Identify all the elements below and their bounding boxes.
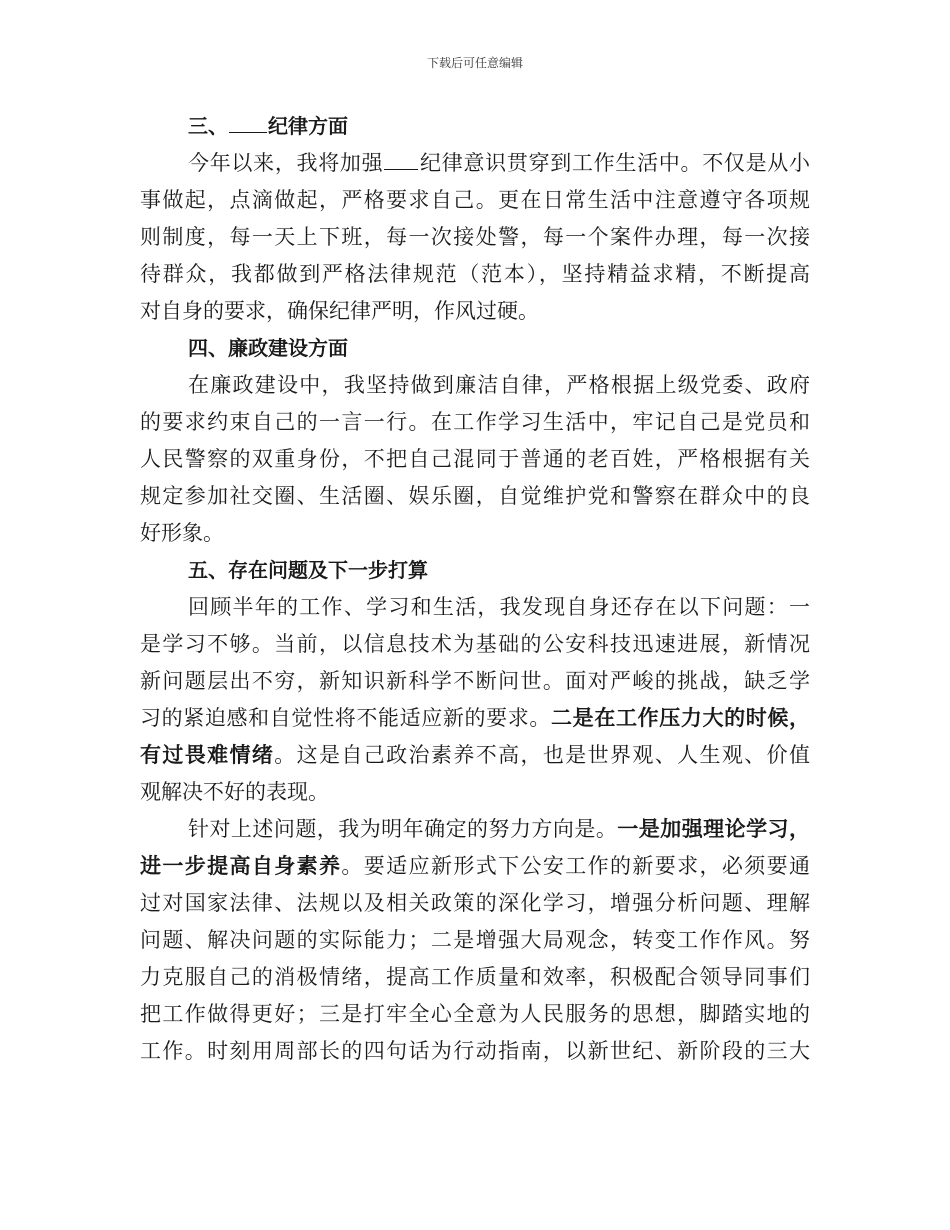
paragraph-line: 新问题层出不穷，新知识新科学不断问世。面对严峻的挑战，缺乏学 — [140, 669, 810, 693]
paragraph-line: 在廉政建设中，我坚持做到廉洁自律，严格根据上级党委、政府 — [188, 373, 810, 397]
paragraph-line: 的要求约束自己的一言一行。在工作学习生活中，牢记自己是党员和 — [140, 410, 810, 434]
bold-text-run: 二是在工作压力大的时候， — [551, 706, 811, 730]
text-run: 今年以来，我将加强 — [188, 151, 384, 175]
text-run: 。要适应新形式下公安工作的新要求，必须要通 — [341, 854, 811, 878]
section-heading-integrity: 四、廉政建设方面 — [188, 336, 348, 360]
paragraph-line: 则制度，每一天上下班，每一次接处警，每一个案件办理，每一次接 — [140, 225, 810, 249]
paragraph-line: 过对国家法律、法规以及相关政策的深化学习，增强分析问题、理解 — [140, 891, 810, 915]
text-run: 针对上述问题，我为明年确定的努力方向是。 — [188, 817, 618, 841]
paragraph-line — [140, 811, 810, 848]
paragraph-line — [140, 700, 810, 737]
paragraph-line: 观解决不好的表现。 — [140, 780, 329, 804]
paragraph-line: 问题、解决问题的实际能力；二是增强大局观念，转变工作作风。努 — [140, 928, 810, 952]
body-blank-underline — [384, 168, 418, 170]
paragraph-line: 力克服自己的消极情绪，提高工作质量和效率，积极配合领导同事们 — [140, 965, 810, 989]
paragraph-line: 好形象。 — [140, 521, 224, 545]
text-run: 纪律意识贯穿到工作生活中。不仅是从小 — [419, 151, 811, 175]
paragraph-line: 对自身的要求，确保纪律严明，作风过硬。 — [140, 299, 539, 323]
heading-blank-underline — [229, 131, 267, 133]
paragraph-line: 待群众，我都做到严格法律规范（范本），坚持精益求精，不断提高 — [140, 262, 810, 286]
paragraph-line: 工作。时刻用周部长的四句话为行动指南，以新世纪、新阶段的三大 — [140, 1039, 810, 1063]
text-run: 。这是自己政治素养不高，也是世界观、人生观、价值 — [274, 743, 811, 767]
text-run: 习的紧迫感和自觉性将不能适应新的要求。 — [140, 706, 552, 730]
paragraph-line: 规定参加社交圈、生活圈、娱乐圈，自觉维护党和警察在群众中的良 — [140, 484, 810, 508]
section-heading-discipline — [140, 108, 810, 145]
bold-text-run: 一是加强理论学习， — [617, 817, 811, 841]
paragraph-line: 人民警察的双重身份，不把自己混同于普通的老百姓，严格根据有关 — [140, 447, 810, 471]
bold-text-run: 进一步提高自身素养 — [140, 854, 342, 878]
paragraph-line: 是学习不够。当前，以信息技术为基础的公安科技迅速进展，新情况 — [140, 632, 810, 656]
paragraph-line: 把工作做得更好；三是打牢全心全意为人民服务的思想，脚踏实地的 — [140, 1002, 810, 1026]
bold-text-run: 有过畏难情绪 — [140, 743, 275, 767]
paragraph-line: 回顾半年的工作、学习和生活，我发现自身还存在以下问题：一 — [188, 595, 810, 619]
paragraph-line — [140, 848, 810, 885]
section-heading-problems: 五、存在问题及下一步打算 — [188, 558, 428, 582]
paragraph-line — [140, 145, 810, 182]
paragraph-line: 事做起，点滴做起，严格要求自己。更在日常生活中注意遵守各项规 — [140, 188, 810, 212]
paragraph-line — [140, 737, 810, 774]
heading-text: 纪律方面 — [268, 114, 348, 138]
document-body — [140, 108, 810, 1070]
heading-number: 三、 — [188, 114, 228, 138]
page-header-note: 下载后可任意编辑 — [426, 56, 523, 70]
